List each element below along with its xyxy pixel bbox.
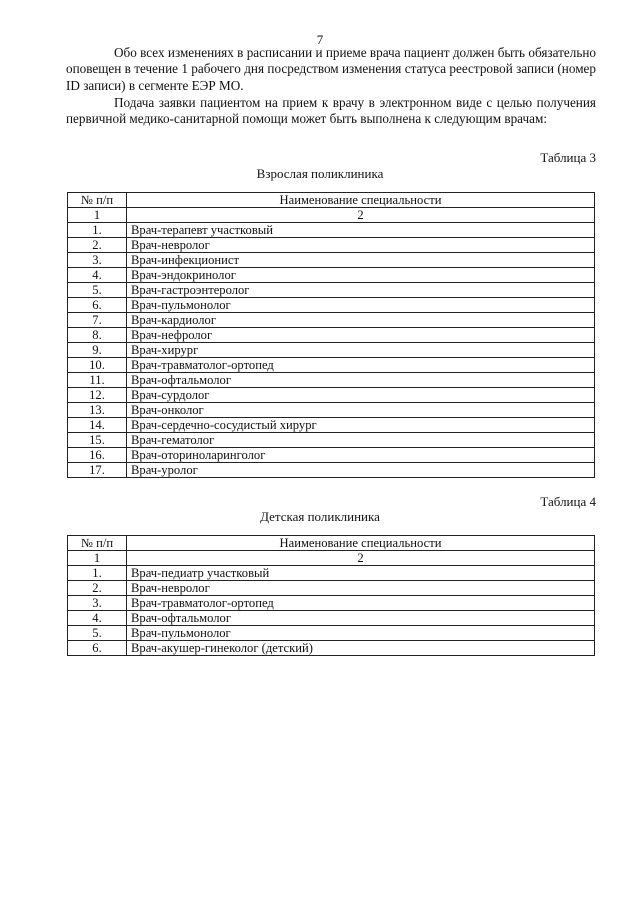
row-num: 15. — [68, 433, 127, 448]
row-specialty: Врач-хирург — [127, 343, 595, 358]
row-specialty: Врач-сурдолог — [127, 388, 595, 403]
table-index-row — [68, 551, 595, 566]
table-row — [68, 566, 595, 581]
table-row — [68, 596, 595, 611]
row-specialty: Врач-сердечно-сосудистый хирург — [127, 418, 595, 433]
table4-label: Таблица 4 — [540, 494, 596, 509]
table-header-row — [68, 193, 595, 208]
table-row — [68, 223, 595, 238]
table-row — [68, 611, 595, 626]
row-specialty: Врач-акушер-гинеколог (детский) — [127, 641, 595, 656]
page-number: 7 — [316, 32, 324, 47]
row-specialty: Врач-пульмонолог — [127, 626, 595, 641]
row-num: 1. — [68, 566, 127, 581]
table-row — [68, 328, 595, 343]
index-num: 1 — [68, 208, 127, 223]
row-num: 4. — [68, 268, 127, 283]
row-specialty: Врач-травматолог-ортопед — [127, 596, 595, 611]
row-specialty: Врач-оториноларинголог — [127, 448, 595, 463]
table-row — [68, 268, 595, 283]
row-num: 14. — [68, 418, 127, 433]
row-num: 6. — [68, 298, 127, 313]
row-num: 7. — [68, 313, 127, 328]
table-row — [68, 343, 595, 358]
table-header-row — [68, 536, 595, 551]
row-num: 2. — [68, 581, 127, 596]
row-num: 11. — [68, 373, 127, 388]
table-row — [68, 433, 595, 448]
table-row — [68, 448, 595, 463]
row-num: 10. — [68, 358, 127, 373]
row-num: 5. — [68, 283, 127, 298]
row-specialty: Врач-травматолог-ортопед — [127, 358, 595, 373]
table-row — [68, 418, 595, 433]
row-num: 6. — [68, 641, 127, 656]
row-num: 5. — [68, 626, 127, 641]
row-specialty: Врач-гастроэнтеролог — [127, 283, 595, 298]
row-num: 9. — [68, 343, 127, 358]
table-row — [68, 238, 595, 253]
row-specialty: Врач-невролог — [127, 238, 595, 253]
row-specialty: Врач-терапевт участковый — [127, 223, 595, 238]
row-num: 8. — [68, 328, 127, 343]
table-row — [68, 298, 595, 313]
row-specialty: Врач-офтальмолог — [127, 611, 595, 626]
row-specialty: Врач-инфекционист — [127, 253, 595, 268]
table-children-clinic — [67, 535, 595, 656]
row-num: 3. — [68, 253, 127, 268]
row-num: 4. — [68, 611, 127, 626]
table-row — [68, 253, 595, 268]
table-row — [68, 373, 595, 388]
table-row — [68, 403, 595, 418]
row-num: 12. — [68, 388, 127, 403]
paragraph-schedule-changes: Обо всех изменениях в расписании и приеме врача пациент должен быть обязательно оповещен в течение 1 рабочего дня посредством изменения статуса реестровой записи (номер ID записи) в сегменте ЕЭР МО. — [66, 45, 596, 93]
row-num: 3. — [68, 596, 127, 611]
table4-title: Детская поликлиника — [260, 509, 380, 524]
row-specialty: Врач-кардиолог — [127, 313, 595, 328]
table3-label: Таблица 3 — [540, 150, 596, 165]
row-specialty: Врач-педиатр участковый — [127, 566, 595, 581]
row-specialty: Врач-пульмонолог — [127, 298, 595, 313]
header-num: № п/п — [68, 536, 127, 551]
row-specialty: Врач-невролог — [127, 581, 595, 596]
row-num: 17. — [68, 463, 127, 478]
row-specialty: Врач-эндокринолог — [127, 268, 595, 283]
row-num: 2. — [68, 238, 127, 253]
row-specialty: Врач-онколог — [127, 403, 595, 418]
table-row — [68, 283, 595, 298]
table-row — [68, 641, 595, 656]
index-num: 1 — [68, 551, 127, 566]
table-row — [68, 358, 595, 373]
row-num: 1. — [68, 223, 127, 238]
table-row — [68, 626, 595, 641]
table-row — [68, 463, 595, 478]
header-num: № п/п — [68, 193, 127, 208]
row-num: 16. — [68, 448, 127, 463]
paragraph-online-request: Подача заявки пациентом на прием к врачу в электронном виде с целью получения первичной медико-санитарной помощи может быть выполнена к следующим врачам: — [66, 95, 596, 127]
row-specialty: Врач-уролог — [127, 463, 595, 478]
row-specialty: Врач-гематолог — [127, 433, 595, 448]
table-row — [68, 388, 595, 403]
table3-title: Взрослая поликлиника — [256, 166, 384, 181]
row-specialty: Врач-нефролог — [127, 328, 595, 343]
table-adult-clinic — [67, 192, 595, 478]
table-index-row — [68, 208, 595, 223]
row-specialty: Врач-офтальмолог — [127, 373, 595, 388]
row-num: 13. — [68, 403, 127, 418]
index-name: 2 — [127, 551, 595, 566]
header-name: Наименование специальности — [127, 536, 595, 551]
table-row — [68, 313, 595, 328]
table-row — [68, 581, 595, 596]
header-name: Наименование специальности — [127, 193, 595, 208]
index-name: 2 — [127, 208, 595, 223]
